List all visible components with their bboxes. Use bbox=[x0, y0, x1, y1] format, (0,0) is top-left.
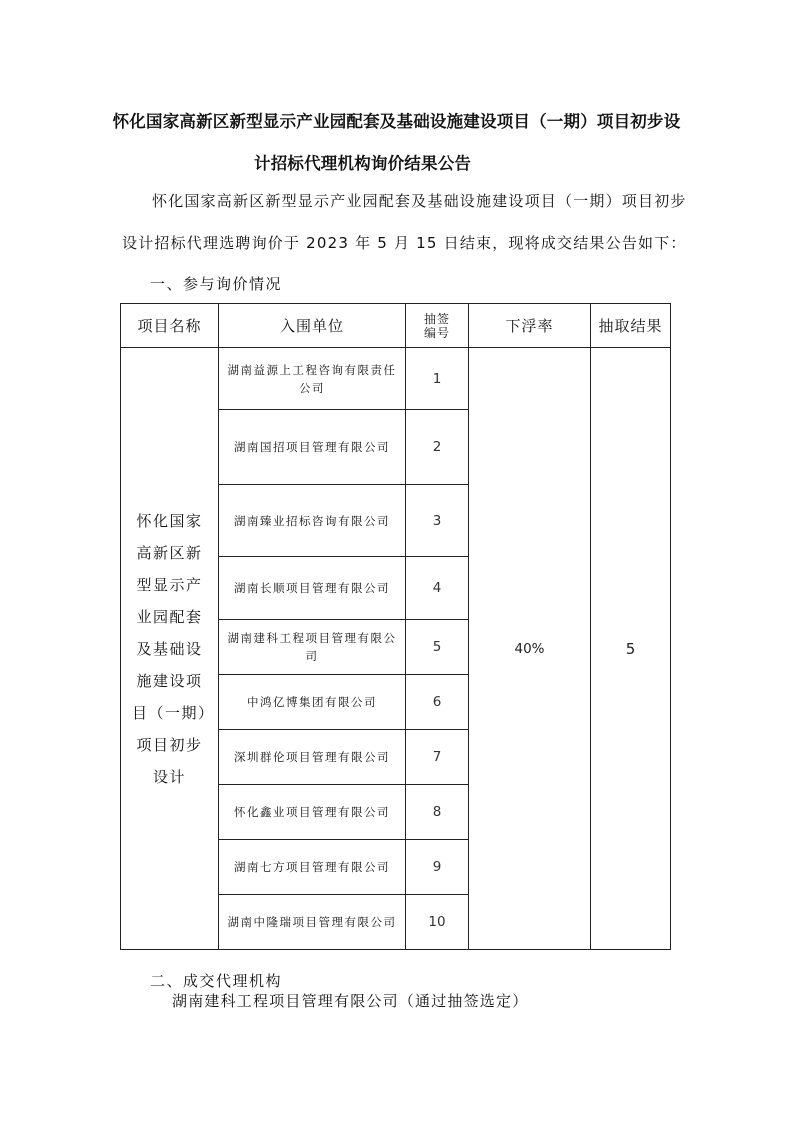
header-draw-result: 抽取结果 bbox=[591, 304, 671, 348]
winning-agency: 湖南建科工程项目管理有限公司（通过抽签选定） bbox=[172, 992, 529, 1010]
draw-number-cell: 2 bbox=[406, 410, 469, 485]
draw-number-cell: 8 bbox=[406, 785, 469, 840]
draw-number-cell: 3 bbox=[406, 485, 469, 557]
intro-paragraph-line-2: 设计招标代理选聘询价于 2023 年 5 月 15 日结束，现将成交结果公告如下： bbox=[122, 234, 687, 252]
document-title-line-2: 计招标代理机构询价结果公告 bbox=[254, 154, 472, 173]
unit-cell: 湖南长顺项目管理有限公司 bbox=[219, 557, 406, 620]
unit-cell: 湖南益源上工程咨询有限责任公司 bbox=[219, 348, 406, 410]
draw-number-cell: 10 bbox=[406, 895, 469, 950]
header-discount-rate: 下浮率 bbox=[469, 304, 591, 348]
table-header-row bbox=[121, 304, 671, 348]
draw-number-cell: 4 bbox=[406, 557, 469, 620]
unit-cell: 深圳群伦项目管理有限公司 bbox=[219, 730, 406, 785]
draw-number-cell: 1 bbox=[406, 348, 469, 410]
section-1-heading: 一、参与询价情况 bbox=[150, 275, 283, 293]
header-draw-number: 抽签编号 bbox=[406, 304, 469, 348]
table-row bbox=[121, 348, 671, 410]
intro-paragraph-line-1: 怀化国家高新区新型显示产业园配套及基础设施建设项目（一期）项目初步 bbox=[152, 192, 687, 210]
unit-cell: 湖南国招项目管理有限公司 bbox=[219, 410, 406, 485]
unit-cell: 湖南中隆瑞项目管理有限公司 bbox=[219, 895, 406, 950]
bidding-results-table bbox=[120, 303, 671, 950]
unit-cell: 湖南七方项目管理有限公司 bbox=[219, 840, 406, 895]
unit-cell: 湖南建科工程项目管理有限公司 bbox=[219, 620, 406, 675]
draw-result-cell: 5 bbox=[591, 348, 671, 950]
header-project-name: 项目名称 bbox=[121, 304, 219, 348]
section-2-heading: 二、成交代理机构 bbox=[150, 972, 283, 990]
draw-number-cell: 9 bbox=[406, 840, 469, 895]
header-unit: 入围单位 bbox=[219, 304, 406, 348]
draw-number-cell: 6 bbox=[406, 675, 469, 730]
draw-number-cell: 5 bbox=[406, 620, 469, 675]
document-title-line-1: 怀化国家高新区新型显示产业园配套及基础设施建设项目（一期）项目初步设 bbox=[112, 112, 681, 131]
unit-cell: 湖南臻业招标咨询有限公司 bbox=[219, 485, 406, 557]
project-name-cell: 怀化国家高新区新型显示产业园配套及基础设施建设项目（一期）项目初步设计 bbox=[121, 348, 219, 950]
discount-rate-cell: 40% bbox=[469, 348, 591, 950]
draw-number-cell: 7 bbox=[406, 730, 469, 785]
unit-cell: 中鸿亿博集团有限公司 bbox=[219, 675, 406, 730]
unit-cell: 怀化鑫业项目管理有限公司 bbox=[219, 785, 406, 840]
